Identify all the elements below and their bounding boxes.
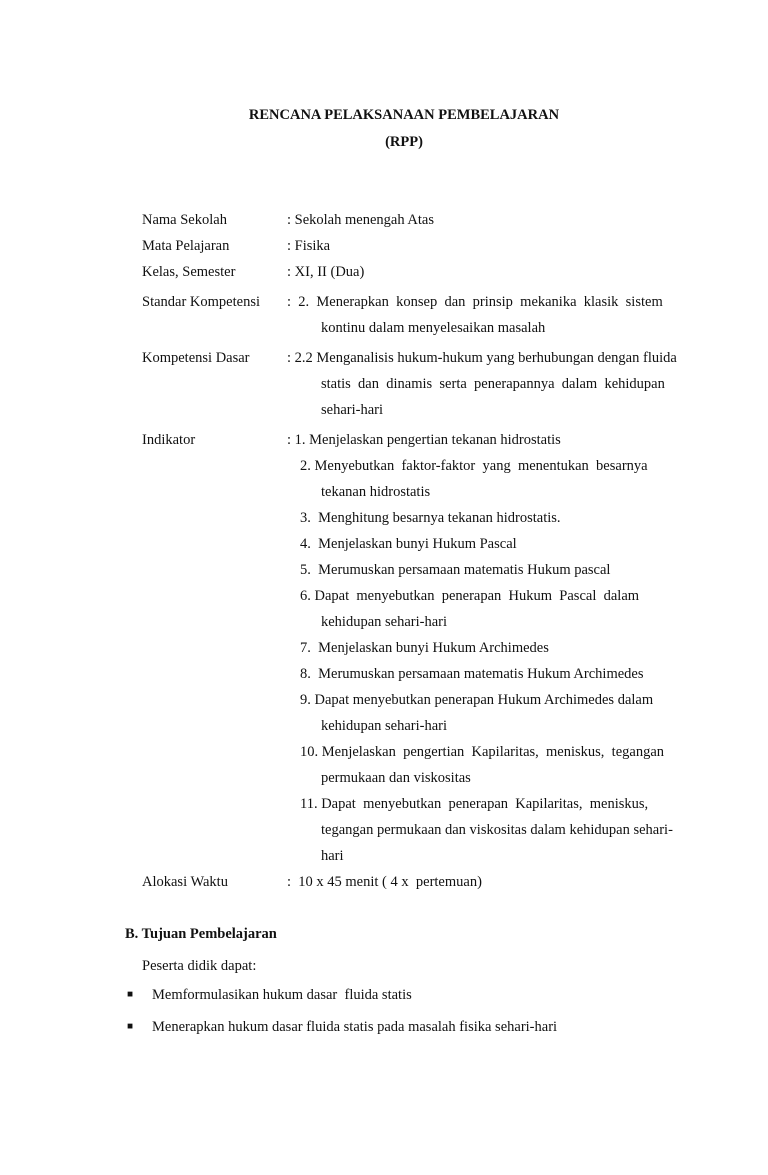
nama-sekolah-label: Nama Sekolah <box>142 212 227 228</box>
kompetensi-dasar-line-3: sehari-hari <box>321 402 383 418</box>
alokasi-waktu-label: Alokasi Waktu <box>142 874 228 890</box>
standar-kompetensi-label: Standar Kompetensi <box>142 294 260 310</box>
section-b-heading: B. Tujuan Pembelajaran <box>125 926 277 942</box>
alokasi-waktu-value: : 10 x 45 menit ( 4 x pertemuan) <box>287 874 482 890</box>
indikator-item-7: 7. Menjelaskan bunyi Hukum Archimedes <box>300 640 549 656</box>
indikator-item-2-line-1: 2. Menyebutkan faktor-faktor yang menentukan besarnya <box>300 458 648 474</box>
mata-pelajaran-label: Mata Pelajaran <box>142 238 230 254</box>
kelas-semester-value: : XI, II (Dua) <box>287 264 365 280</box>
indikator-item-11-line-1: 11. Dapat menyebutkan penerapan Kapilaritas, meniskus, <box>300 796 649 812</box>
kompetensi-dasar-line-1: : 2.2 Menganalisis hukum-hukum yang berhubungan dengan fluida <box>287 350 677 366</box>
indikator-item-10-line-1: 10. Menjelaskan pengertian Kapilaritas, meniskus, tegangan <box>300 744 665 760</box>
kompetensi-dasar-label: Kompetensi Dasar <box>142 350 250 366</box>
indikator-item-9-line-1: 9. Dapat menyebutkan penerapan Hukum Archimedes dalam <box>300 692 654 708</box>
indikator-item-4: 4. Menjelaskan bunyi Hukum Pascal <box>300 536 517 552</box>
indikator-item-9-line-2: kehidupan sehari-hari <box>321 718 448 734</box>
nama-sekolah-value: : Sekolah menengah Atas <box>287 212 434 228</box>
indikator-item-2-line-2: tekanan hidrostatis <box>321 484 431 500</box>
indikator-item-6-line-2: kehidupan sehari-hari <box>321 614 448 630</box>
standar-kompetensi-line-2: kontinu dalam menyelesaikan masalah <box>321 320 546 336</box>
indikator-item-3: 3. Menghitung besarnya tekanan hidrostatis. <box>300 510 561 526</box>
document-title: RENCANA PELAKSANAAN PEMBELAJARAN <box>248 107 560 123</box>
bullet-square-icon: ■ <box>127 1021 134 1032</box>
indikator-item-8: 8. Merumuskan persamaan matematis Hukum Archimedes <box>300 666 644 682</box>
indikator-item-5: 5. Merumuskan persamaan matematis Hukum pascal <box>300 562 611 578</box>
document-subtitle: (RPP) <box>385 134 423 150</box>
indikator-label: Indikator <box>142 432 196 448</box>
kelas-semester-label: Kelas, Semester <box>142 264 236 280</box>
mata-pelajaran-value: : Fisika <box>287 238 331 254</box>
indikator-item-6-line-1: 6. Dapat menyebutkan penerapan Hukum Pascal dalam <box>300 588 640 604</box>
indikator-item-11-line-3: hari <box>321 848 344 864</box>
indikator-item-10-line-2: permukaan dan viskositas <box>321 770 471 786</box>
kompetensi-dasar-line-2: statis dan dinamis serta penerapannya dalam kehidupan <box>321 376 665 392</box>
indikator-item-1: : 1. Menjelaskan pengertian tekanan hidrostatis <box>287 432 561 448</box>
list-item: Menerapkan hukum dasar fluida statis pada masalah fisika sehari-hari <box>152 1019 558 1035</box>
standar-kompetensi-line-1: : 2. Menerapkan konsep dan prinsip mekanika klasik sistem <box>287 294 663 310</box>
list-item: Memformulasikan hukum dasar fluida statis <box>152 987 412 1003</box>
section-b-intro: Peserta didik dapat: <box>142 958 257 974</box>
bullet-square-icon: ■ <box>127 989 134 1000</box>
indikator-item-11-line-2: tegangan permukaan dan viskositas dalam kehidupan sehari- <box>321 822 673 838</box>
